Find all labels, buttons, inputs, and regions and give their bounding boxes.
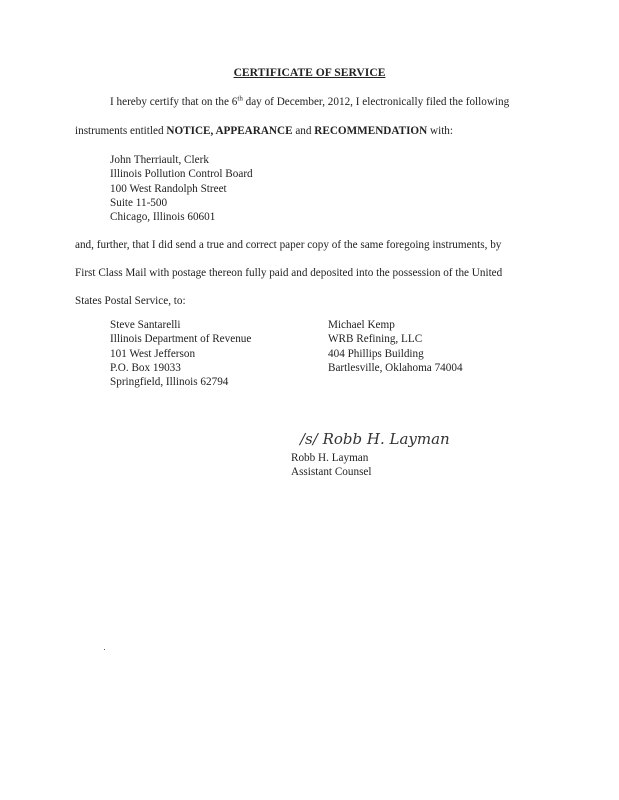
clerk-address-line: Chicago, Illinois 60601 <box>110 211 216 224</box>
intro-line <box>110 95 509 109</box>
recipient-left-line: Steve Santarelli <box>110 319 181 331</box>
further-line-3: States Postal Service, to: <box>75 295 186 307</box>
instruments-text-post: with: <box>427 125 454 137</box>
recipient-right-line: 404 Phillips Building <box>328 347 424 360</box>
signer-name: Robb H. Layman <box>291 452 369 464</box>
recipient-left-line: P.O. Box 19033 <box>110 361 181 374</box>
intro-superscript: th <box>237 94 243 103</box>
intro-text-pre: I hereby certify that on the 6 <box>110 96 238 108</box>
recipient-left-line: 101 West Jefferson <box>110 347 196 360</box>
certificate-title: CERTIFICATE OF SERVICE <box>233 66 386 79</box>
clerk-address-line: 100 West Randolph Street <box>110 182 227 195</box>
electronic-signature: /s/ Robb H. Layman <box>300 430 450 448</box>
further-line-2: First Class Mail with postage thereon fully paid and deposited into the possession of the United <box>75 267 503 279</box>
recipient-left-line: Springfield, Illinois 62794 <box>110 376 229 389</box>
intro-text-post: day of December, 2012, I electronically filed the following <box>242 96 510 108</box>
recipient-left-block <box>110 318 251 389</box>
further-line-1: and, further, that I did send a true and correct paper copy of the same foregoing instruments, by <box>75 239 502 251</box>
stray-mark <box>104 649 105 650</box>
signer-role: Assistant Counsel <box>291 466 372 479</box>
instruments-text-pre: instruments entitled <box>75 125 167 137</box>
instruments-text-mid: and <box>292 125 315 137</box>
clerk-address-block <box>110 153 253 224</box>
clerk-address-line: Suite 11-500 <box>110 196 168 209</box>
recipient-right-block <box>328 318 463 375</box>
instruments-line <box>75 124 453 138</box>
clerk-address-line: John Therriault, Clerk <box>110 154 209 166</box>
clerk-address-line: Illinois Pollution Control Board <box>110 168 253 181</box>
instruments-recommendation: RECOMMENDATION <box>314 125 428 137</box>
instruments-notice-appearance: NOTICE, APPEARANCE <box>166 125 293 137</box>
signature-block <box>291 451 372 480</box>
recipient-left-line: Illinois Department of Revenue <box>110 333 252 346</box>
recipient-right-line: Michael Kemp <box>328 319 395 331</box>
recipient-right-line: WRB Refining, LLC <box>328 333 423 346</box>
recipient-right-line: Bartlesville, Oklahoma 74004 <box>328 361 463 374</box>
